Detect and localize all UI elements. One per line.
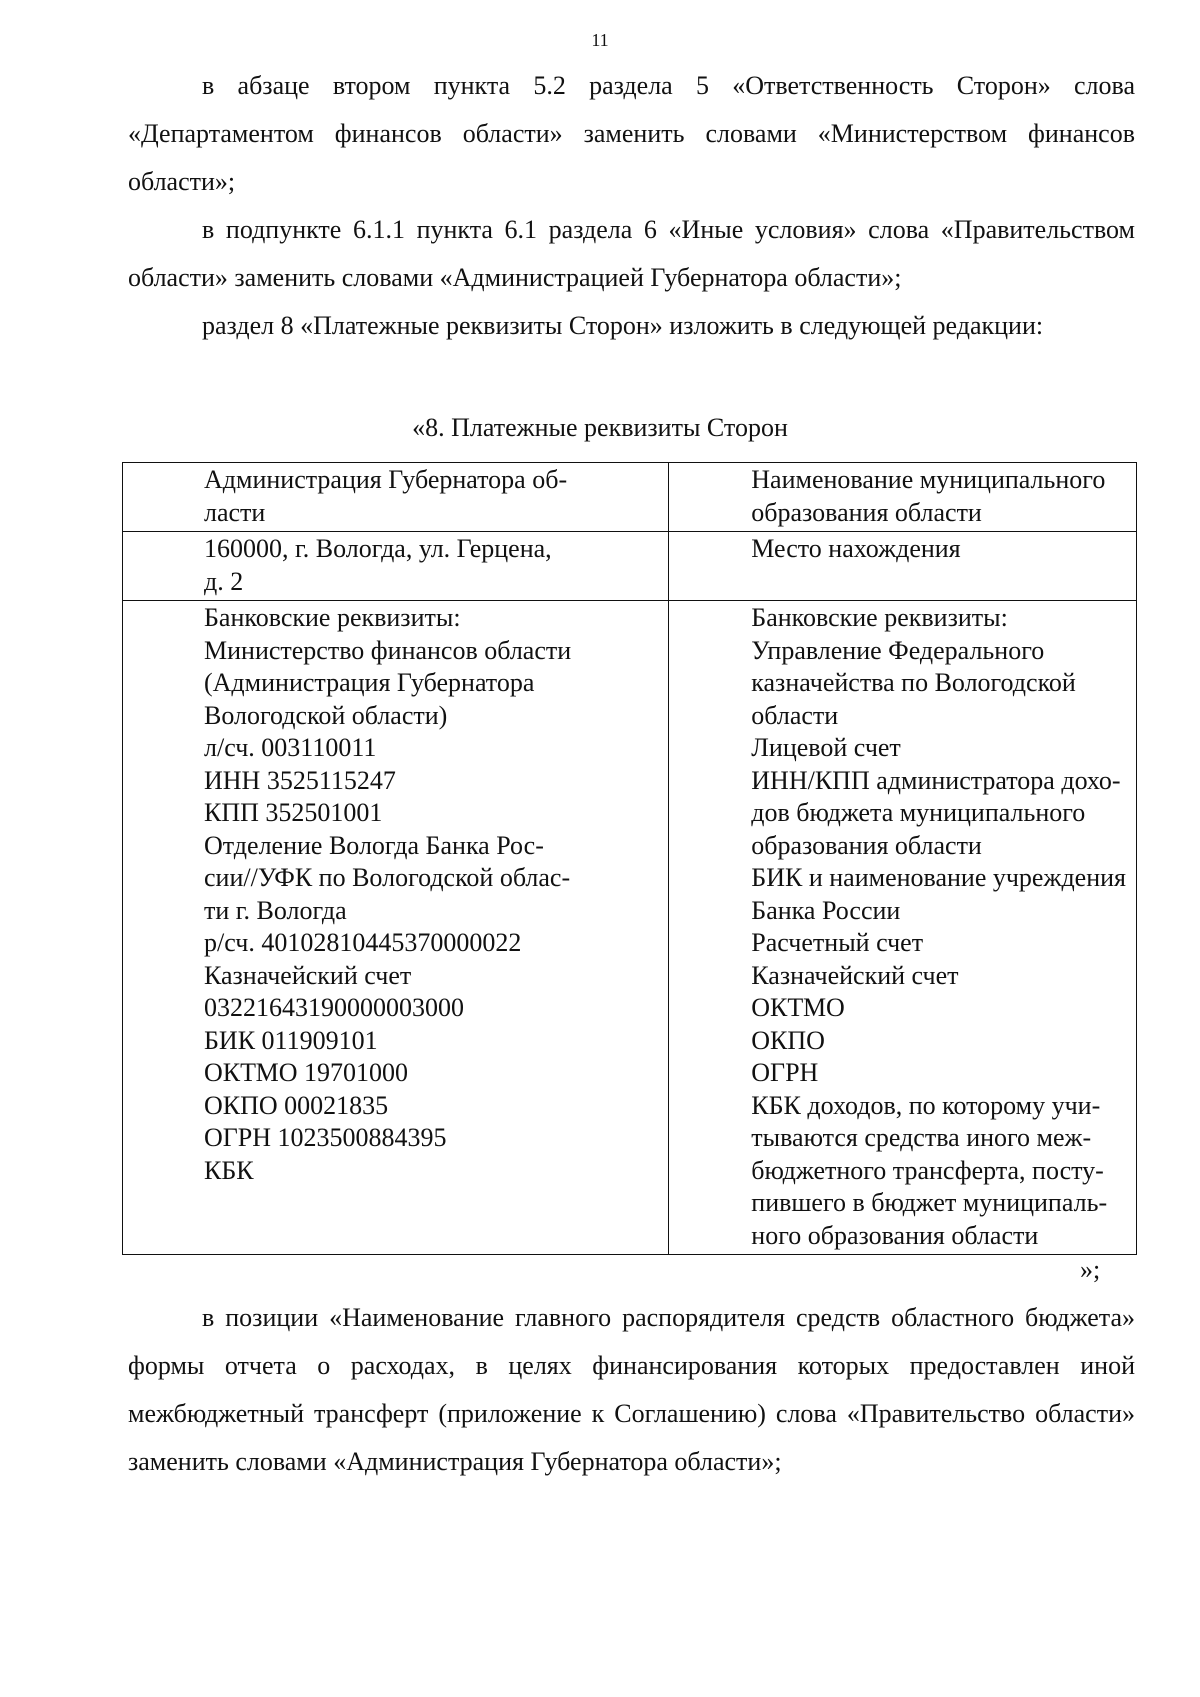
cell-line: ласти — [204, 497, 266, 527]
cell-line: Администрация Губернатора об- — [204, 465, 568, 494]
cell-line: ИНН/КПП администратора дохо- — [751, 765, 1121, 795]
table-cell-municipality — [669, 463, 1137, 532]
cell-line: казначейства по Вологодской — [751, 668, 1076, 697]
page-number: 11 — [591, 30, 609, 50]
cell-line: Министерство финансов области — [204, 635, 572, 665]
cell-line: ИНН 3525115247 — [204, 765, 396, 795]
paragraphs-after — [128, 1294, 1135, 1486]
cell-line: пившего в бюджет муниципаль- — [751, 1188, 1108, 1217]
cell-line: КБК — [204, 1155, 254, 1185]
cell-line: ОКТМО — [751, 993, 845, 1022]
cell-line: Расчетный счет — [751, 928, 924, 957]
table-row — [123, 463, 1137, 532]
cell-line: Управление Федерального — [751, 635, 1045, 665]
cell-line: (Администрация Губернатора — [204, 668, 535, 697]
cell-line: сии//УФК по Вологодской облас- — [204, 863, 571, 892]
cell-line: ОКПО 00021835 — [204, 1090, 389, 1120]
cell-line: БИК и наименование учреждения — [751, 863, 1126, 892]
table-cell-municipality — [669, 601, 1137, 1255]
cell-line: д. 2 — [204, 566, 244, 596]
cell-line: 03221643190000003000 — [204, 993, 464, 1022]
cell-line: ОКТМО 19701000 — [204, 1058, 409, 1087]
cell-line: ОКПО — [751, 1025, 825, 1055]
paragraph: в подпункте 6.1.1 пункта 6.1 раздела 6 «Иные условия» слова «Правительством области» заменить словами «Администрацией Губернатора области»; — [128, 215, 1135, 292]
cell-line: дов бюджета муниципального — [751, 798, 1086, 827]
cell-line: тываются средства иного меж- — [751, 1123, 1092, 1152]
cell-line: ного образования области — [751, 1220, 1039, 1250]
cell-line: Банковские реквизиты: — [751, 603, 1008, 632]
cell-line: Место нахождения — [751, 534, 961, 563]
table-cell-municipality — [669, 532, 1137, 601]
cell-line: л/сч. 003110011 — [204, 733, 377, 762]
cell-line: Отделение Вологда Банка Рос- — [204, 830, 544, 860]
cell-line: Казначейский счет — [751, 960, 959, 990]
table-closing-quote: »; — [1080, 1255, 1101, 1284]
table-row — [123, 601, 1137, 1255]
cell-line: Лицевой счет — [751, 733, 901, 762]
cell-line: Казначейский счет — [204, 960, 412, 990]
cell-line: КПП 352501001 — [204, 798, 383, 827]
cell-line: образования области — [751, 497, 982, 527]
payment-details-table — [122, 462, 1137, 1255]
cell-line: Банковские реквизиты: — [204, 603, 461, 632]
cell-line: ОГРН 1023500884395 — [204, 1123, 447, 1152]
cell-line: 160000, г. Вологда, ул. Герцена, — [204, 534, 552, 563]
paragraph: в абзаце втором пункта 5.2 раздела 5 «Ответственность Сторон» слова «Департаментом финансов области» заменить словами «Министерством финансов области»; — [128, 71, 1135, 196]
cell-line: образования области — [751, 830, 982, 860]
paragraph: в позиции «Наименование главного распорядителя средств областного бюджета» формы отчета о расходах, в целях финансирования которых предоставлен иной межбюджетный трансферт (приложение к Соглашению) слова «Правительство области» заменить словами «Администрация Губернатора области»; — [128, 1303, 1135, 1476]
cell-line: Наименование муниципального — [751, 465, 1106, 494]
table-title: «8. Платежные реквизиты Сторон — [412, 413, 788, 442]
paragraph: раздел 8 «Платежные реквизиты Сторон» изложить в следующей редакции: — [202, 311, 1044, 340]
cell-line: ОГРН — [751, 1058, 819, 1087]
table-cell-administration — [123, 532, 669, 601]
cell-line: Вологодской области) — [204, 700, 448, 730]
cell-line: Банка России — [751, 895, 901, 925]
cell-line: КБК доходов, по которому учи- — [751, 1090, 1101, 1120]
cell-line: р/сч. 40102810445370000022 — [204, 928, 522, 957]
table-cell-administration — [123, 463, 669, 532]
cell-line: ти г. Вологда — [204, 895, 347, 925]
cell-line: бюджетного трансферта, посту- — [751, 1155, 1104, 1185]
cell-line: области — [751, 700, 839, 730]
cell-line: БИК 011909101 — [204, 1025, 378, 1055]
paragraphs-before — [128, 62, 1135, 350]
table-row — [123, 532, 1137, 601]
table-cell-administration — [123, 601, 669, 1255]
